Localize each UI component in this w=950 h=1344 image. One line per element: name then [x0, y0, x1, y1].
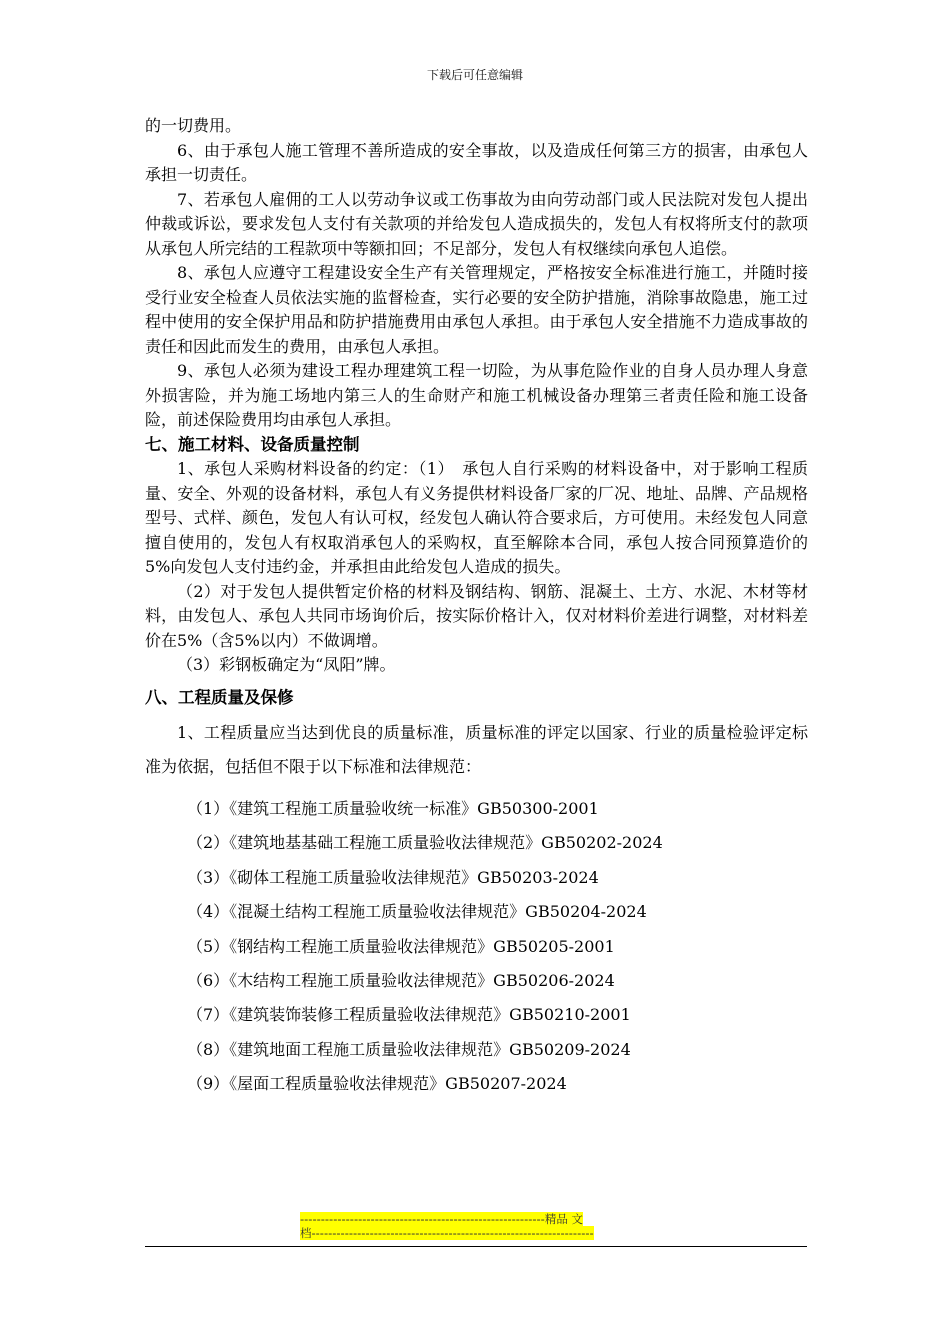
- standard-item: （3）《砌体工程施工质量验收法律规范》GB50203-2024: [187, 867, 599, 887]
- standard-item: （7）《建筑装饰装修工程质量验收法律规范》GB50210-2001: [187, 1005, 631, 1025]
- page-header-note: 下载后可任意编辑: [426, 68, 523, 82]
- document-body: [145, 114, 808, 1102]
- standard-item: （2）《建筑地基基础工程施工质量验收法律规范》GB50202-2024: [187, 833, 663, 853]
- clause-6: 6、由于承包人施工管理不善所造成的安全事故，以及造成任何第三方的损害，由承包人承担一切责任。: [145, 140, 808, 184]
- clause-7: 7、若承包人雇佣的工人以劳动争议或工伤事故为由向劳动部门或人民法院对发包人提出仲裁或诉讼，要求发包人支付有关款项的并给发包人造成损失的，发包人有权将所支付的款项从承包人所完结的工程款项中等额扣回；不足部分，发包人有权继续向承包人追偿。: [145, 189, 808, 258]
- standard-item: （9）《屋面工程质量验收法律规范》GB50207-2024: [187, 1074, 567, 1094]
- footer-watermark: [300, 1212, 652, 1240]
- footer-divider: [145, 1246, 807, 1247]
- section-7-item-3: （3）彩钢板确定为“凤阳”牌。: [177, 655, 396, 674]
- clause-9: 9、承包人必须为建设工程办理建筑工程一切险，为从事危险作业的自身人员办理人身意外损害险，并为施工场地内第三人的生命财产和施工机械设备办理第三者责任险和施工设备险，前述保险费用均由承包人承担。: [145, 361, 808, 429]
- section-7-heading: 七、施工材料、设备质量控制: [145, 434, 360, 454]
- standard-item: （8）《建筑地面工程施工质量验收法律规范》GB50209-2024: [187, 1039, 631, 1059]
- standards-list: [145, 792, 808, 1102]
- paragraph-continuation: 的一切费用。: [145, 116, 242, 135]
- section-7-item-2: （2）对于发包人提供暂定价格的材料及钢结构、钢筋、混凝土、土方、水泥、木材等材料，由发包人、承包人共同市场询价后，按实际价格计入，仅对材料价差进行调整，对材料差价在5%（含5%以内）不做调增。: [145, 581, 808, 650]
- standard-item: （6）《木结构工程施工质量验收法律规范》GB50206-2024: [187, 970, 615, 990]
- footer-line-1-text: -----------------------------------------------------------精品 文: [300, 1212, 583, 1226]
- standard-item: （4）《混凝土结构工程施工质量验收法律规范》GB50204-2024: [187, 902, 647, 922]
- footer-line-1: [300, 1212, 652, 1226]
- standard-item: （5）《钢结构工程施工质量验收法律规范》GB50205-2001: [187, 936, 615, 956]
- section-8-intro: 1、工程质量应当达到优良的质量标准，质量标准的评定以国家、行业的质量检验评定标准为依据，包括但不限于以下标准和法律规范：: [145, 723, 808, 776]
- footer-line-2: [300, 1226, 652, 1240]
- standard-item: （1）《建筑工程施工质量验收统一标准》GB50300-2001: [187, 799, 599, 818]
- clause-8: 8、承包人应遵守工程建设安全生产有关管理规定，严格按安全标准进行施工，并随时接受行业安全检查人员依法实施的监督检查，实行必要的安全防护措施，消除事故隐患，施工过程中使用的安全保护用品和防护措施费用由承包人承担。由于承包人安全措施不力造成事故的责任和因此而发生的费用，由承包人承担。: [145, 263, 808, 356]
- section-8-heading: 八、工程质量及保修: [145, 687, 294, 707]
- section-7-item-1: 1、承包人采购材料设备的约定：（1） 承包人自行采购的材料设备中，对于影响工程质量、安全、外观的设备材料，承包人有义务提供材料设备厂家的厂况、地址、品牌、产品规格型号、式样、颜色，发包人有认可权，经发包人确认符合要求后，方可使用。未经发包人同意擅自使用的，发包人有权取消承包人的采购权，直至解除本合同，承包人按合同预算造价的5%向发包人支付违约金，并承担由此给发包人造成的损失。: [145, 459, 808, 576]
- footer-line-2-text: 档--------------------------------------------------------------------: [300, 1226, 594, 1240]
